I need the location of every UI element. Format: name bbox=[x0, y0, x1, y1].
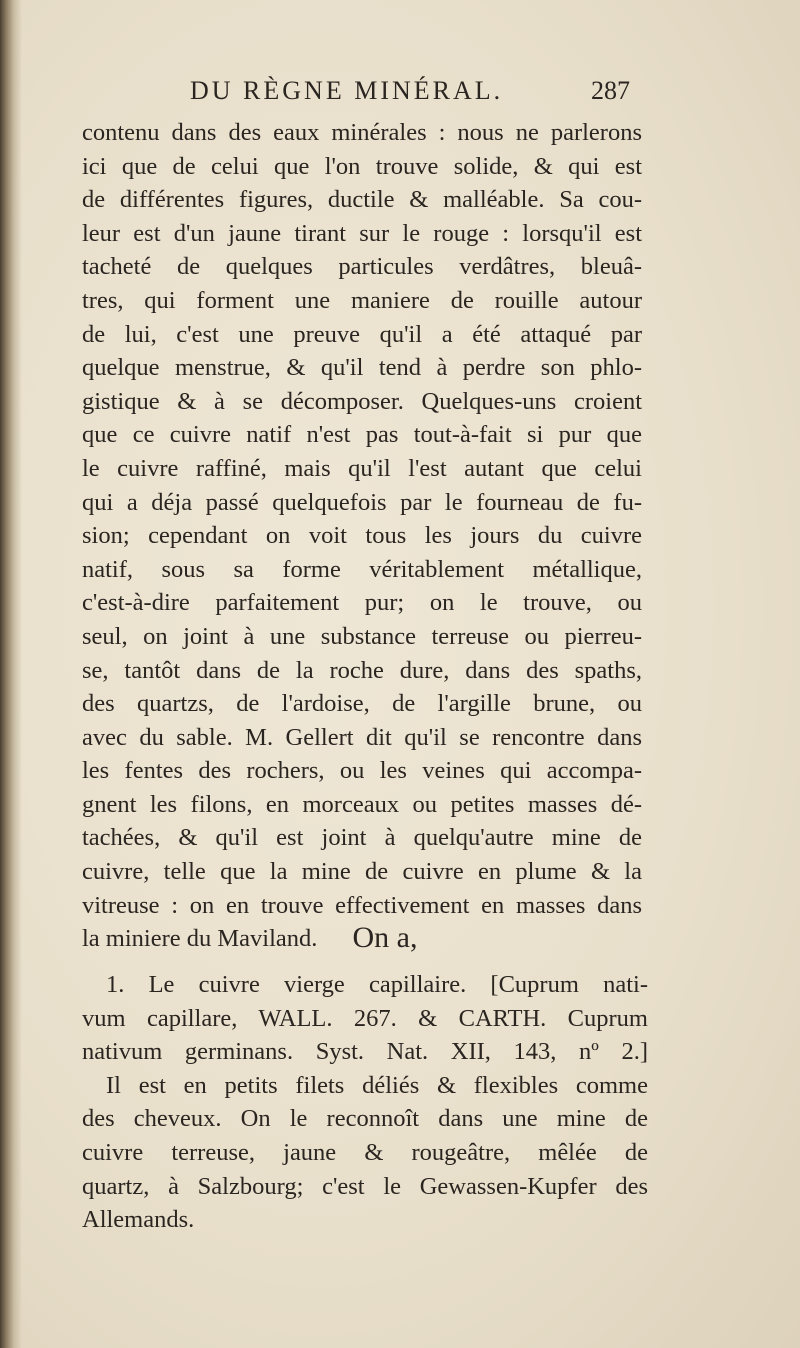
text-line: vitreuse : on en trouve effectivement en masses dans bbox=[82, 891, 642, 919]
text-line: les fentes des rochers, ou les veines qui accompa- bbox=[82, 757, 642, 785]
text-line: le cuivre raffiné, mais qu'il l'est autant que celui bbox=[82, 454, 642, 482]
paragraph-copper-description bbox=[82, 116, 642, 956]
text-line: contenu dans des eaux minérales : nous ne parlerons bbox=[82, 119, 642, 146]
text-line: la miniere du Maviland. bbox=[82, 925, 318, 953]
text-line: gistique & à se décomposer. Quelques-uns croient bbox=[82, 387, 642, 415]
text-line: de lui, c'est une preuve qu'il a été attaqué par bbox=[82, 320, 642, 348]
section-heading: On a, bbox=[352, 921, 418, 954]
page-number: 287 bbox=[591, 76, 630, 105]
text-line: de différentes figures, ductile & malléable. Sa cou- bbox=[82, 186, 642, 214]
text-line: Il est en petits filets déliés & flexibles comme bbox=[106, 1071, 648, 1099]
text-line: ici que de celui que l'on trouve solide, & qui est bbox=[82, 152, 642, 180]
text-line: quartz, à Salzbourg; c'est le Gewassen-Kupfer des bbox=[82, 1172, 648, 1200]
text-line: des cheveux. On le reconnoît dans une mine de bbox=[82, 1105, 648, 1133]
page-gutter-shadow bbox=[0, 0, 22, 1348]
text-line: avec du sable. M. Gellert dit qu'il se rencontre dans bbox=[82, 723, 642, 751]
entry-title-line: vum capillare, WALL. 267. & CARTH. Cuprum bbox=[82, 1004, 648, 1032]
text-line: Allemands. bbox=[82, 1206, 195, 1234]
text-line: tacheté de quelques particules verdâtres, bleuâ- bbox=[82, 253, 642, 281]
running-title: DU RÈGNE MINÉRAL. bbox=[190, 76, 504, 105]
page-header bbox=[190, 76, 630, 116]
text-line: leur est d'un jaune tirant sur le rouge : lorsqu'il est bbox=[82, 219, 642, 247]
text-line: que ce cuivre natif n'est pas tout-à-fait si pur que bbox=[82, 421, 642, 449]
text-line: cuivre, telle que la mine de cuivre en plume & la bbox=[82, 858, 642, 886]
text-line: qui a déja passé quelquefois par le fourneau de fu- bbox=[82, 488, 642, 516]
entry-title-line: nativum germinans. Syst. Nat. XII, 143, nº 2.] bbox=[82, 1038, 648, 1066]
text-line: se, tantôt dans de la roche dure, dans des spaths, bbox=[82, 656, 642, 684]
text-line: gnent les filons, en morceaux ou petites masses dé- bbox=[82, 790, 642, 818]
text-line: sion; cependant on voit tous les jours du cuivre bbox=[82, 522, 642, 550]
text-line: des quartzs, de l'ardoise, de l'argille brune, ou bbox=[82, 690, 642, 718]
text-line: tres, qui forment une maniere de rouille autour bbox=[82, 286, 642, 314]
text-line: natif, sous sa forme véritablement métallique, bbox=[82, 555, 642, 583]
text-line: seul, on joint à une substance terreuse ou pierreu- bbox=[82, 622, 642, 650]
text-line: c'est-à-dire parfaitement pur; on le trouve, ou bbox=[82, 589, 642, 617]
text-line: tachées, & qu'il est joint à quelqu'autre mine de bbox=[82, 824, 642, 852]
text-line: cuivre terreuse, jaune & rougeâtre, mêlée de bbox=[82, 1138, 648, 1166]
section-capillary-copper bbox=[82, 908, 648, 1237]
text-line: quelque menstrue, & qu'il tend à perdre son phlo- bbox=[82, 354, 642, 382]
entry-title-line: 1. Le cuivre vierge capillaire. [Cuprum nati- bbox=[106, 971, 648, 998]
